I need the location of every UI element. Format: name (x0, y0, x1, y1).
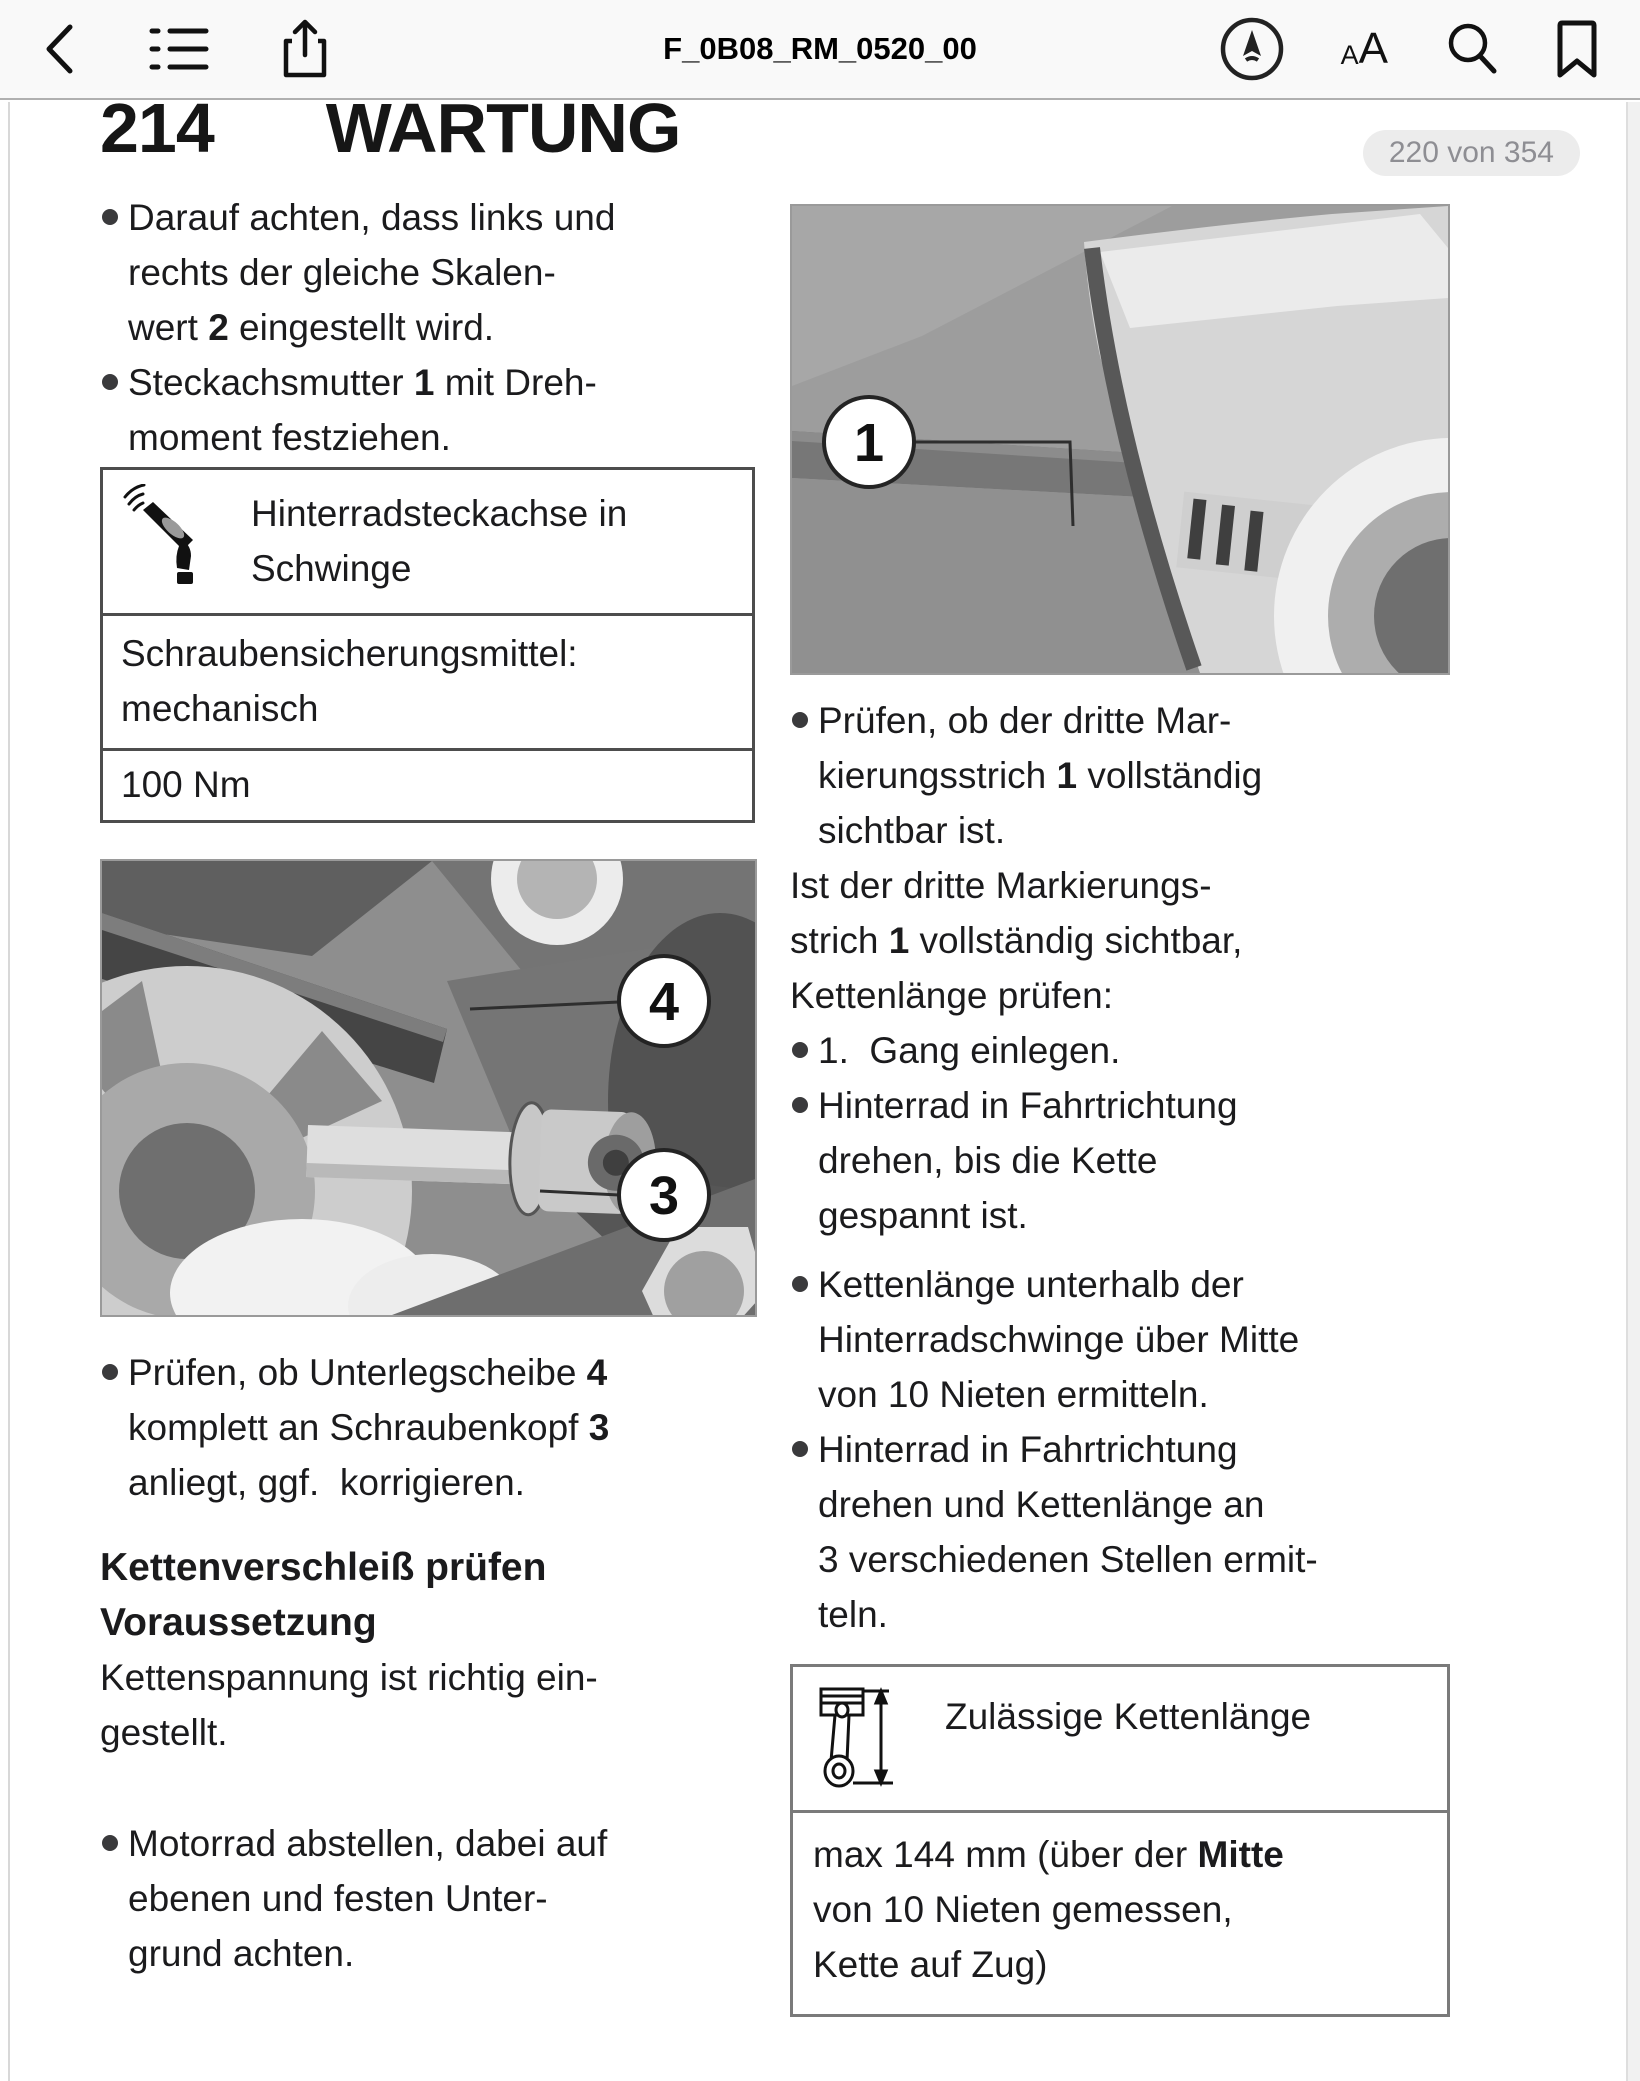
share-icon[interactable] (282, 19, 328, 79)
text-line: 1. Gang einlegen. (818, 1030, 1121, 1071)
two-column-layout (100, 190, 1640, 2017)
text-line: von 10 Nieten ermitteln. (818, 1374, 1209, 1415)
text-line: Prüfen, ob Unterlegscheibe 4 (128, 1352, 608, 1393)
text-size-icon[interactable] (1340, 24, 1388, 73)
bullet-text (818, 1023, 1450, 1078)
list-item (790, 1257, 1450, 1422)
text-line: gespannt ist. (818, 1195, 1028, 1236)
bullet-text (818, 693, 1450, 858)
contents-icon[interactable] (148, 25, 210, 73)
bookmark-icon[interactable] (1556, 19, 1598, 79)
chapter-title: WARTUNG (325, 102, 681, 164)
bullet-dot (102, 209, 118, 225)
text-line: Motorrad abstellen, dabei auf (128, 1823, 608, 1864)
spec-header-row (793, 1667, 1447, 1810)
spec-detail (121, 626, 738, 736)
chain-adjuster-figure (790, 204, 1450, 675)
list-item (790, 1422, 1450, 1642)
text-line: Hinterradsteckachse in (251, 493, 628, 534)
bullet-dot (792, 1441, 808, 1457)
text-line: Kettenlänge unterhalb der (818, 1264, 1244, 1305)
list-item (790, 693, 1450, 858)
callout-3-number: 3 (648, 1166, 680, 1226)
text-line: Kettenverschleiß prüfen (100, 1546, 547, 1589)
text-line: Hinterradschwinge über Mitte (818, 1319, 1300, 1360)
text-line: von 10 Nieten gemessen, (813, 1889, 1233, 1930)
list-item (100, 1345, 757, 1510)
text-line: strich 1 vollständig sichtbar, (790, 920, 1243, 961)
text-line: drehen, bis die Kette (818, 1140, 1158, 1181)
spec-title: Zulässige Kettenlänge (945, 1696, 1312, 1737)
text-line: gestellt. (100, 1712, 228, 1753)
page-left-edge (8, 102, 10, 2081)
bullet-text (128, 190, 757, 355)
callout-1-number: 1 (853, 413, 885, 473)
paragraph (790, 858, 1450, 1023)
bullet-dot (792, 1097, 808, 1113)
page-progress-badge: 220 von 354 (1363, 130, 1580, 176)
bullet-text (128, 1816, 757, 1981)
bullet-dot (102, 1835, 118, 1851)
list-item (100, 355, 757, 465)
text-line: sichtbar ist. (818, 810, 1006, 851)
bullet-text (818, 1257, 1450, 1422)
text-line: anliegt, ggf. korrigieren. (128, 1462, 525, 1503)
text-line: Kettenlänge prüfen: (790, 975, 1113, 1016)
text-line: mechanisch (121, 688, 319, 729)
text-line: ebenen und festen Unter- (128, 1878, 548, 1919)
bullet-text (128, 355, 757, 465)
text-line: grund achten. (128, 1933, 355, 1974)
bullet-text (818, 1078, 1450, 1243)
text-line: Schwinge (251, 548, 412, 589)
document-title: F_0B08_RM_0520_00 (663, 31, 977, 66)
text-line: Prüfen, ob der dritte Mar- (818, 700, 1232, 741)
text-line: Schraubensicherungsmittel: (121, 633, 578, 674)
text-line: 3 verschiedenen Stellen ermit- (818, 1539, 1318, 1580)
page-number: 214 (100, 102, 214, 164)
text-line: drehen und Kettenlänge an (818, 1484, 1265, 1525)
text-line: wert 2 eingestellt wird. (128, 307, 495, 348)
spec-title (251, 486, 627, 596)
chain-length-value (813, 1827, 1433, 1992)
text-line: max 144 mm (über der Mitte (813, 1834, 1284, 1875)
text-size-large-a: A (1358, 24, 1388, 73)
torque-spec-table (100, 467, 755, 823)
markup-icon[interactable] (1219, 16, 1285, 82)
bullet-dot (102, 374, 118, 390)
chain-length-spec-table (790, 1664, 1450, 2017)
search-icon[interactable] (1444, 21, 1500, 77)
text-line: Ist der dritte Markierungs- (790, 865, 1212, 906)
text-line: Kette auf Zug) (813, 1944, 1048, 1985)
bullet-dot (792, 1042, 808, 1058)
spec-row (103, 748, 752, 820)
bullet-text (128, 1345, 757, 1510)
bullet-dot (102, 1364, 118, 1380)
text-line: moment festziehen. (128, 417, 451, 458)
text-line: Hinterrad in Fahrtrichtung (818, 1085, 1238, 1126)
spec-header-row (103, 470, 752, 613)
left-column (100, 190, 757, 2017)
callout-4-number: 4 (648, 972, 680, 1032)
back-icon[interactable] (42, 21, 76, 77)
right-column (790, 190, 1450, 2017)
text-line: Hinterrad in Fahrtrichtung (818, 1429, 1238, 1470)
text-line: Kettenspannung ist richtig ein- (100, 1657, 598, 1698)
bullet-dot (792, 1276, 808, 1292)
text-line: teln. (818, 1594, 888, 1635)
toolbar-left-group (42, 19, 328, 79)
list-item (790, 1078, 1450, 1243)
text-line: Darauf achten, dass links und (128, 197, 616, 238)
text-line: rechts der gleiche Skalen- (128, 252, 556, 293)
torque-wrench-icon (121, 484, 217, 599)
toolbar-right-group (1219, 16, 1598, 82)
bullet-dot (792, 712, 808, 728)
text-line: komplett an Schraubenkopf 3 (128, 1407, 610, 1448)
text-line: Voraussetzung (100, 1601, 377, 1644)
section-heading (100, 1540, 757, 1650)
list-item (100, 1816, 757, 1981)
page-curl-scroll-edge[interactable] (1626, 102, 1640, 2081)
text-line: Steckachsmutter 1 mit Dreh- (128, 362, 597, 403)
reader-toolbar (0, 0, 1640, 100)
spec-row (103, 613, 752, 748)
text-size-small-a: A (1340, 40, 1359, 70)
text-line: kierungsstrich 1 vollständig (818, 755, 1263, 796)
torque-value: 100 Nm (121, 764, 251, 805)
bullet-text (818, 1422, 1450, 1642)
axle-bolt-figure (100, 859, 757, 1317)
paragraph (100, 1650, 757, 1760)
list-item (790, 1023, 1450, 1078)
piston-icon (817, 1683, 903, 1798)
list-item (100, 190, 757, 355)
spec-row (793, 1810, 1447, 2014)
